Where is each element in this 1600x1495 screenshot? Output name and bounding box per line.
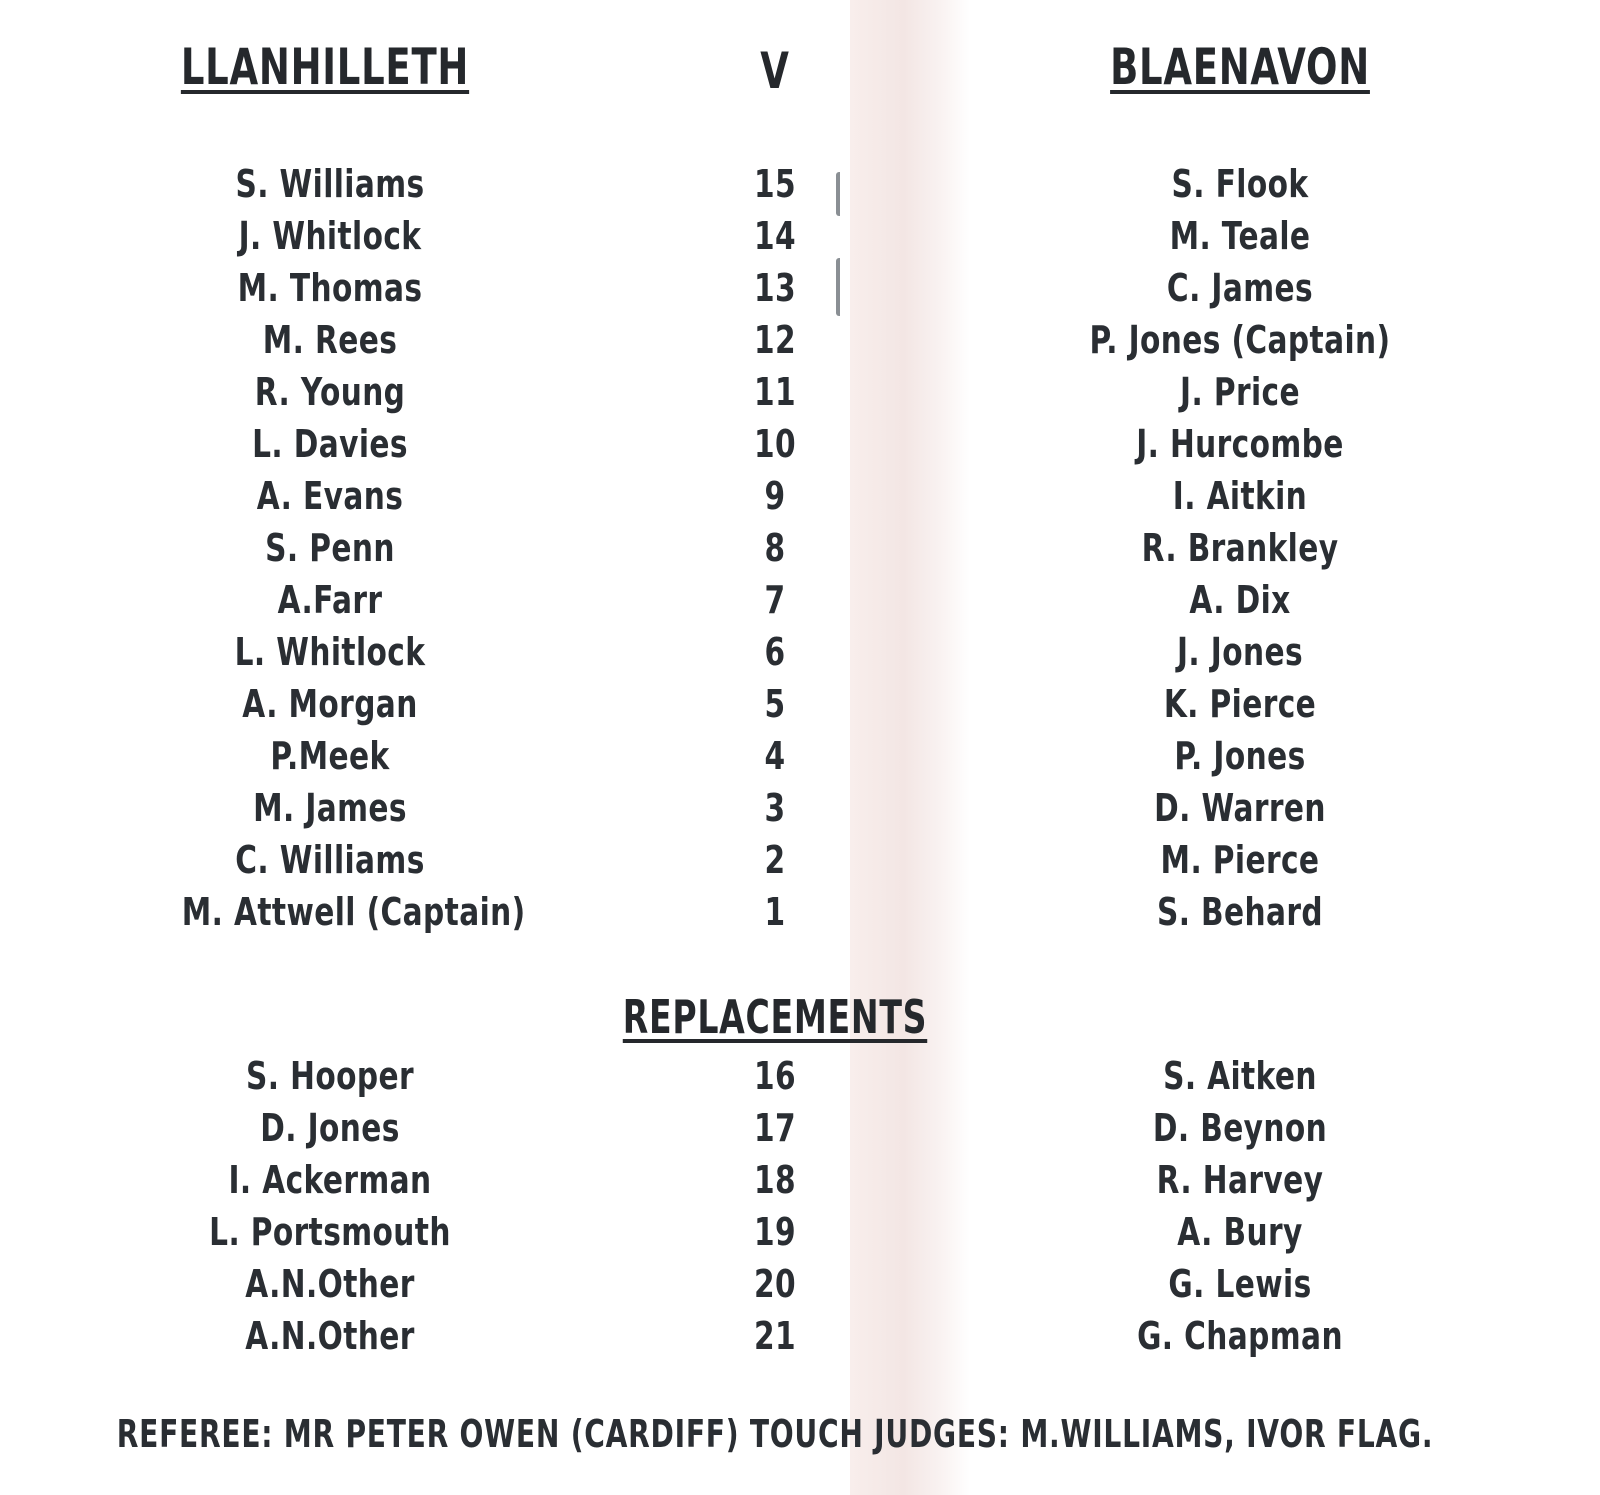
home-player-name: A. Morgan (242, 682, 418, 726)
page-fold-shadow (850, 0, 970, 1495)
jersey-number: 13 (753, 266, 797, 310)
jersey-number: 15 (753, 162, 797, 206)
jersey-number: 9 (764, 474, 786, 518)
replacement-number: 21 (753, 1314, 797, 1358)
away-player-name: K. Pierce (1163, 682, 1317, 726)
home-player-name: M. Rees (262, 318, 398, 362)
away-replacement-name: G. Chapman (1137, 1314, 1343, 1358)
home-replacement-name: D. Jones (260, 1106, 400, 1150)
away-player-name: I. Aitkin (1172, 474, 1308, 518)
home-player-name: P.Meek (270, 734, 390, 778)
home-player-name: L. Davies (252, 422, 408, 466)
home-replacement-name: L. Portsmouth (209, 1210, 451, 1254)
home-replacement-name: A.N.Other (245, 1262, 415, 1306)
away-player-name: J. Hurcombe (1136, 422, 1344, 466)
jersey-number: 4 (764, 734, 786, 778)
away-player-name: M. Teale (1169, 214, 1311, 258)
home-player-name: S. Penn (265, 526, 395, 570)
replacements-heading: REPLACEMENTS (622, 990, 928, 1044)
away-player-name: R. Brankley (1141, 526, 1339, 570)
jersey-number: 8 (764, 526, 786, 570)
home-player-name: J. Whitlock (238, 214, 422, 258)
home-player-name: A. Evans (256, 474, 404, 518)
away-player-name: S. Behard (1156, 890, 1324, 934)
home-replacement-name: A.N.Other (245, 1314, 415, 1358)
home-replacements-list (140, 1050, 520, 1362)
jersey-number: 12 (753, 318, 797, 362)
versus-label: V (760, 42, 790, 100)
away-player-name: J. Price (1180, 370, 1300, 414)
home-player-name: M. Thomas (237, 266, 423, 310)
home-player-name: L. Whitlock (234, 630, 426, 674)
officials-line: REFEREE: MR PETER OWEN (CARDIFF) TOUCH JUDGES: M.WILLIAMS, IVOR FLAG. (116, 1412, 1434, 1456)
jersey-number: 11 (753, 370, 797, 414)
away-player-name: S. Flook (1171, 162, 1309, 206)
starter-numbers-list (700, 158, 850, 938)
home-player-name: R. Young (254, 370, 406, 414)
away-player-name: D. Warren (1154, 786, 1326, 830)
home-player-name: M. James (253, 786, 407, 830)
away-player-name: P. Jones (1174, 734, 1306, 778)
away-player-name: M. Pierce (1160, 838, 1320, 882)
jersey-number: 14 (753, 214, 797, 258)
jersey-number: 6 (764, 630, 786, 674)
jersey-number: 1 (764, 890, 786, 934)
jersey-number: 5 (764, 682, 786, 726)
away-replacement-name: S. Aitken (1163, 1054, 1317, 1098)
jersey-number: 2 (764, 838, 786, 882)
home-team-title: LLANHILLETH (180, 38, 470, 96)
replacement-number: 18 (753, 1158, 797, 1202)
jersey-number: 7 (764, 578, 786, 622)
replacement-number: 20 (753, 1262, 797, 1306)
replacement-numbers-list (700, 1050, 850, 1362)
away-starters-list (1040, 158, 1440, 938)
replacement-number: 16 (753, 1054, 797, 1098)
away-player-name: C. James (1166, 266, 1314, 310)
away-player-name: P. Jones (Captain) (1089, 318, 1391, 362)
away-replacement-name: D. Beynon (1152, 1106, 1328, 1150)
away-player-name: J. Jones (1177, 630, 1303, 674)
home-player-name: M. Attwell (Captain) (181, 890, 526, 934)
away-replacement-name: A. Bury (1177, 1210, 1303, 1254)
home-starters-list (140, 158, 526, 938)
home-player-name: S. Williams (235, 162, 425, 206)
jersey-number: 10 (753, 422, 797, 466)
replacement-number: 17 (753, 1106, 797, 1150)
away-replacement-name: R. Harvey (1156, 1158, 1324, 1202)
away-replacements-list (1040, 1050, 1440, 1362)
replacement-number: 19 (753, 1210, 797, 1254)
jersey-number: 3 (764, 786, 786, 830)
home-player-name: A.Farr (277, 578, 383, 622)
away-team-title: BLAENAVON (1110, 38, 1370, 96)
away-player-name: A. Dix (1189, 578, 1291, 622)
home-replacement-name: S. Hooper (246, 1054, 414, 1098)
home-replacement-name: I. Ackerman (228, 1158, 432, 1202)
away-replacement-name: G. Lewis (1168, 1262, 1312, 1306)
home-player-name: C. Williams (235, 838, 425, 882)
